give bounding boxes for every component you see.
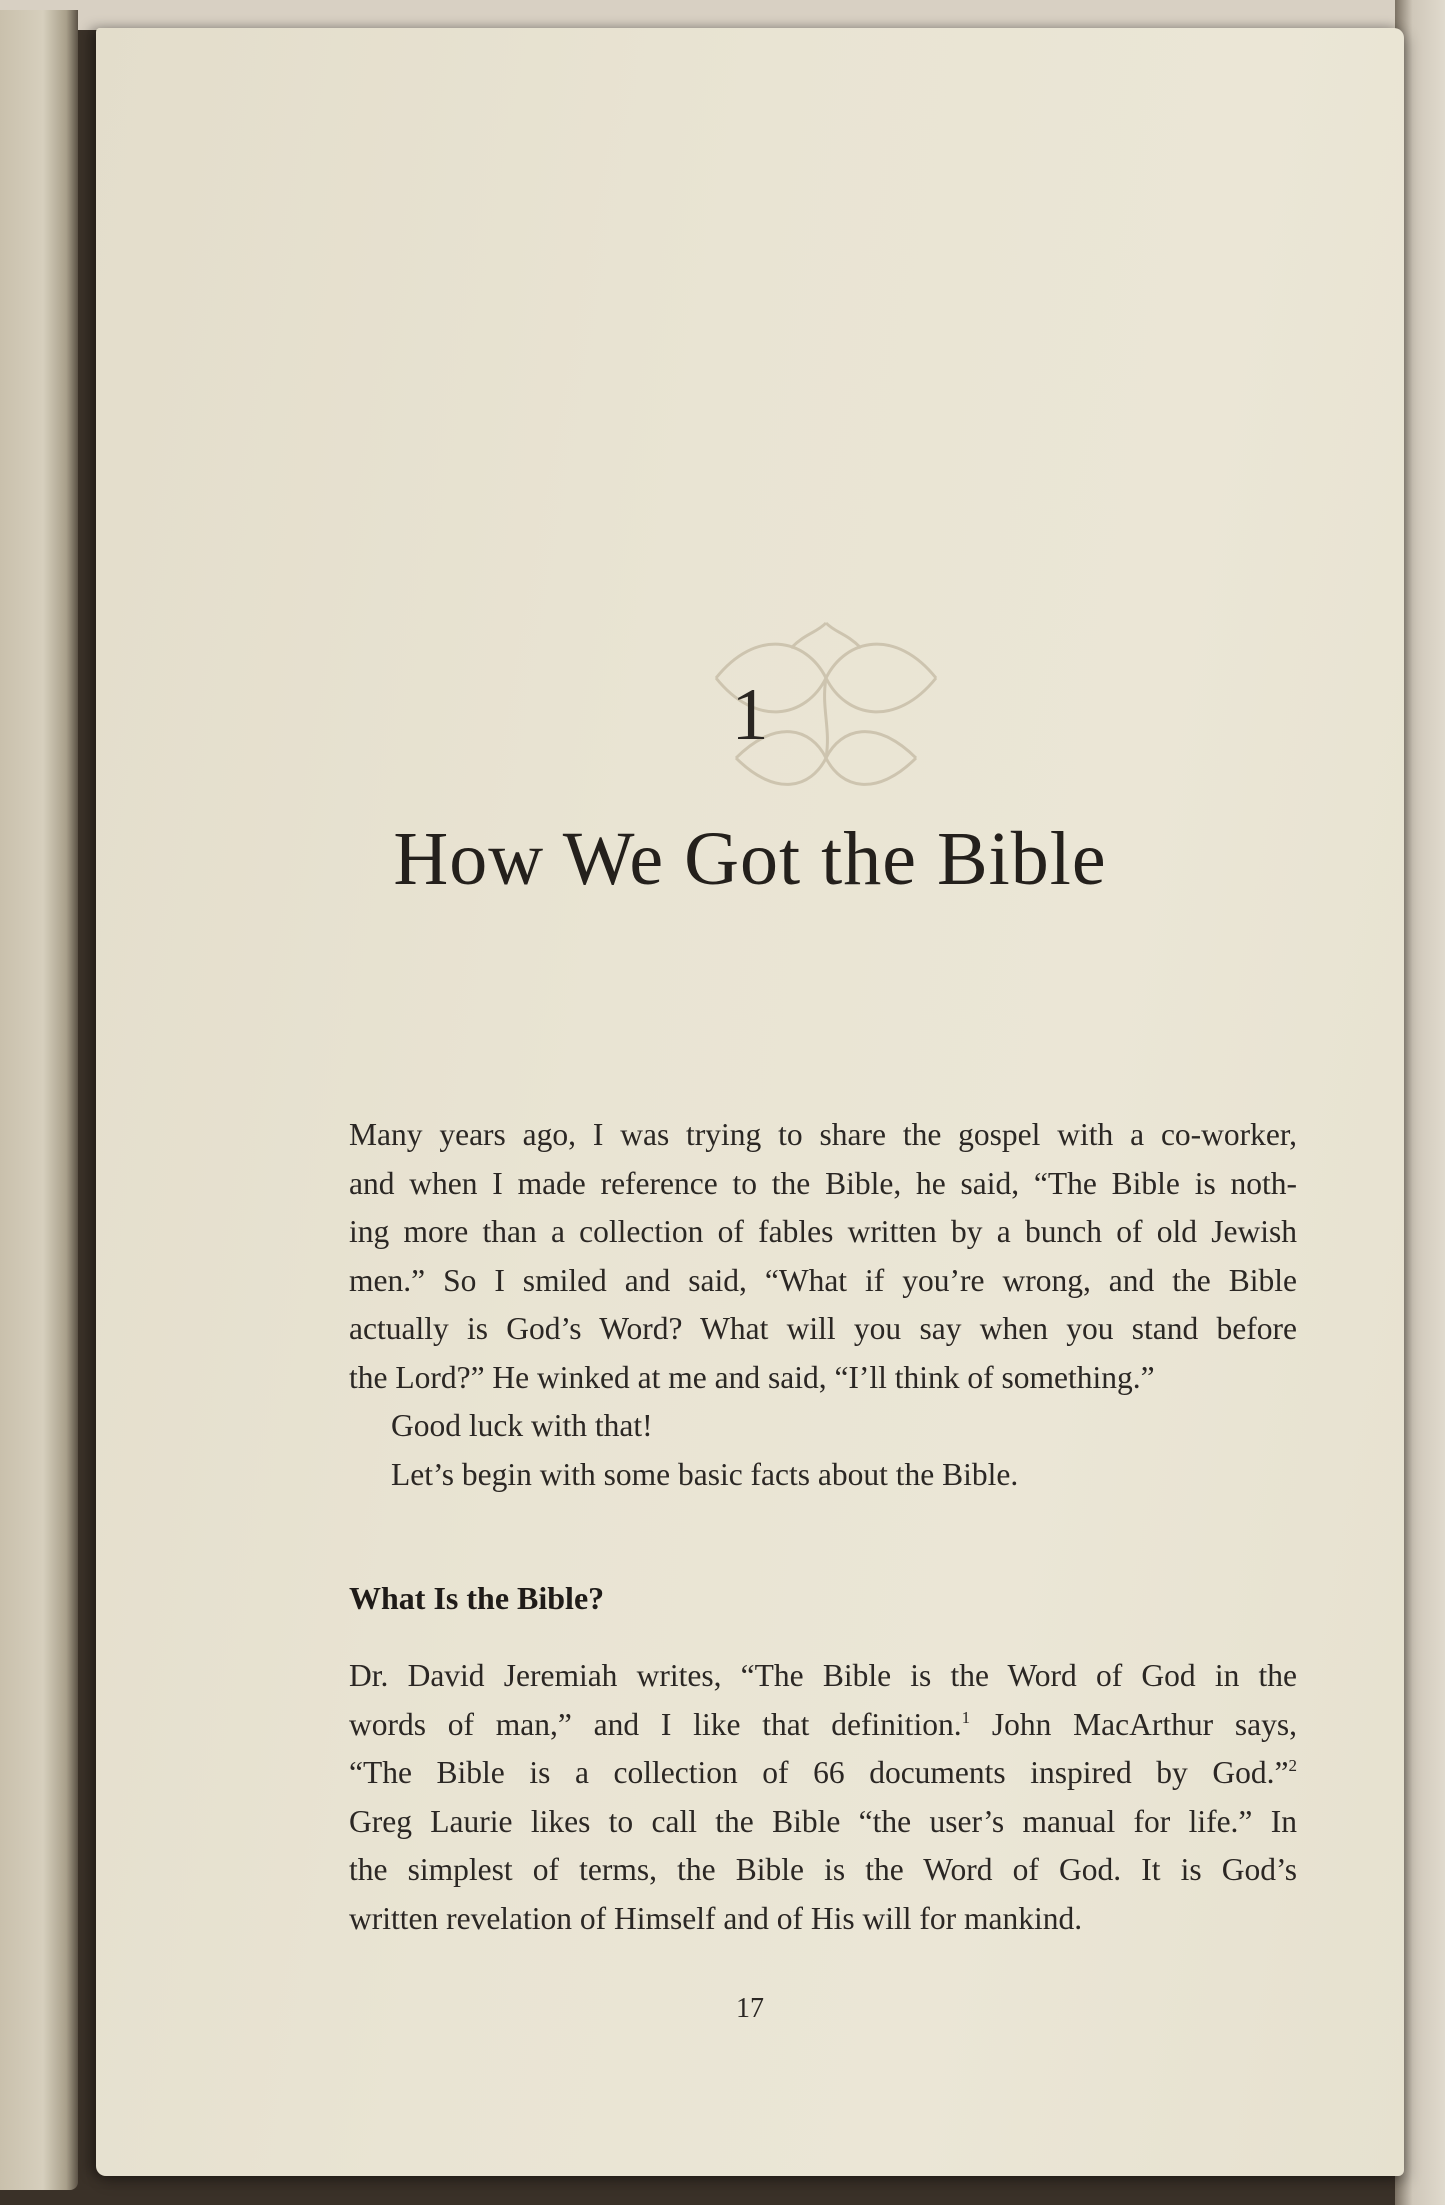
text-fragment: words of man,” and I like that definition. [349,1706,962,1742]
footnote-marker: 1 [961,1707,971,1727]
text-line: Let’s begin with some basic facts about the Bible. [391,1456,1019,1492]
text-line: written revelation of Himself and of His will for mankind. [349,1900,1083,1936]
text-line: the simplest of terms, the Bible is the Word of God. It is God’s [349,1852,1297,1887]
text-line: Good luck with that! [391,1408,653,1443]
text-line: Greg Laurie likes to call the Bible “the user’s manual for life.” In [349,1803,1297,1839]
section-heading: What Is the Bible? [349,1580,605,1616]
previous-page-edge [0,10,78,2190]
text-line: the Lord?” He winked at me and said, “I’ll think of something.” [349,1359,1155,1395]
intro-paragraph [349,1111,1297,1499]
section-paragraph [349,1652,1297,1943]
chapter-title: How We Got the Bible [393,817,1107,901]
text-line: Dr. David Jeremiah writes, “The Bible is the Word of God in the [349,1658,1297,1693]
table-surface-top [0,0,1445,30]
text-line: men.” So I smiled and said, “What if you’re wrong, and the Bible [349,1262,1297,1298]
text-line: and when I made reference to the Bible, he said, “The Bible is noth- [349,1165,1297,1201]
text-line: Many years ago, I was trying to share the gospel with a co-worker, [349,1117,1297,1152]
text-line: actually is God’s Word? What will you say when you stand before [349,1311,1297,1346]
text-line [349,1701,1297,1750]
footnote-marker: 2 [1288,1756,1297,1775]
page-number: 17 [736,1993,764,2024]
text-line: ing more than a collection of fables written by a bunch of old Jewish [349,1214,1297,1249]
text-fragment: “The Bible is a collection of 66 documents inspired by God.” [349,1755,1289,1790]
book-page [96,28,1404,2176]
text-fragment: John MacArthur says, [970,1706,1297,1742]
text-line [349,1749,1297,1798]
chapter-number: 1 [731,674,769,756]
